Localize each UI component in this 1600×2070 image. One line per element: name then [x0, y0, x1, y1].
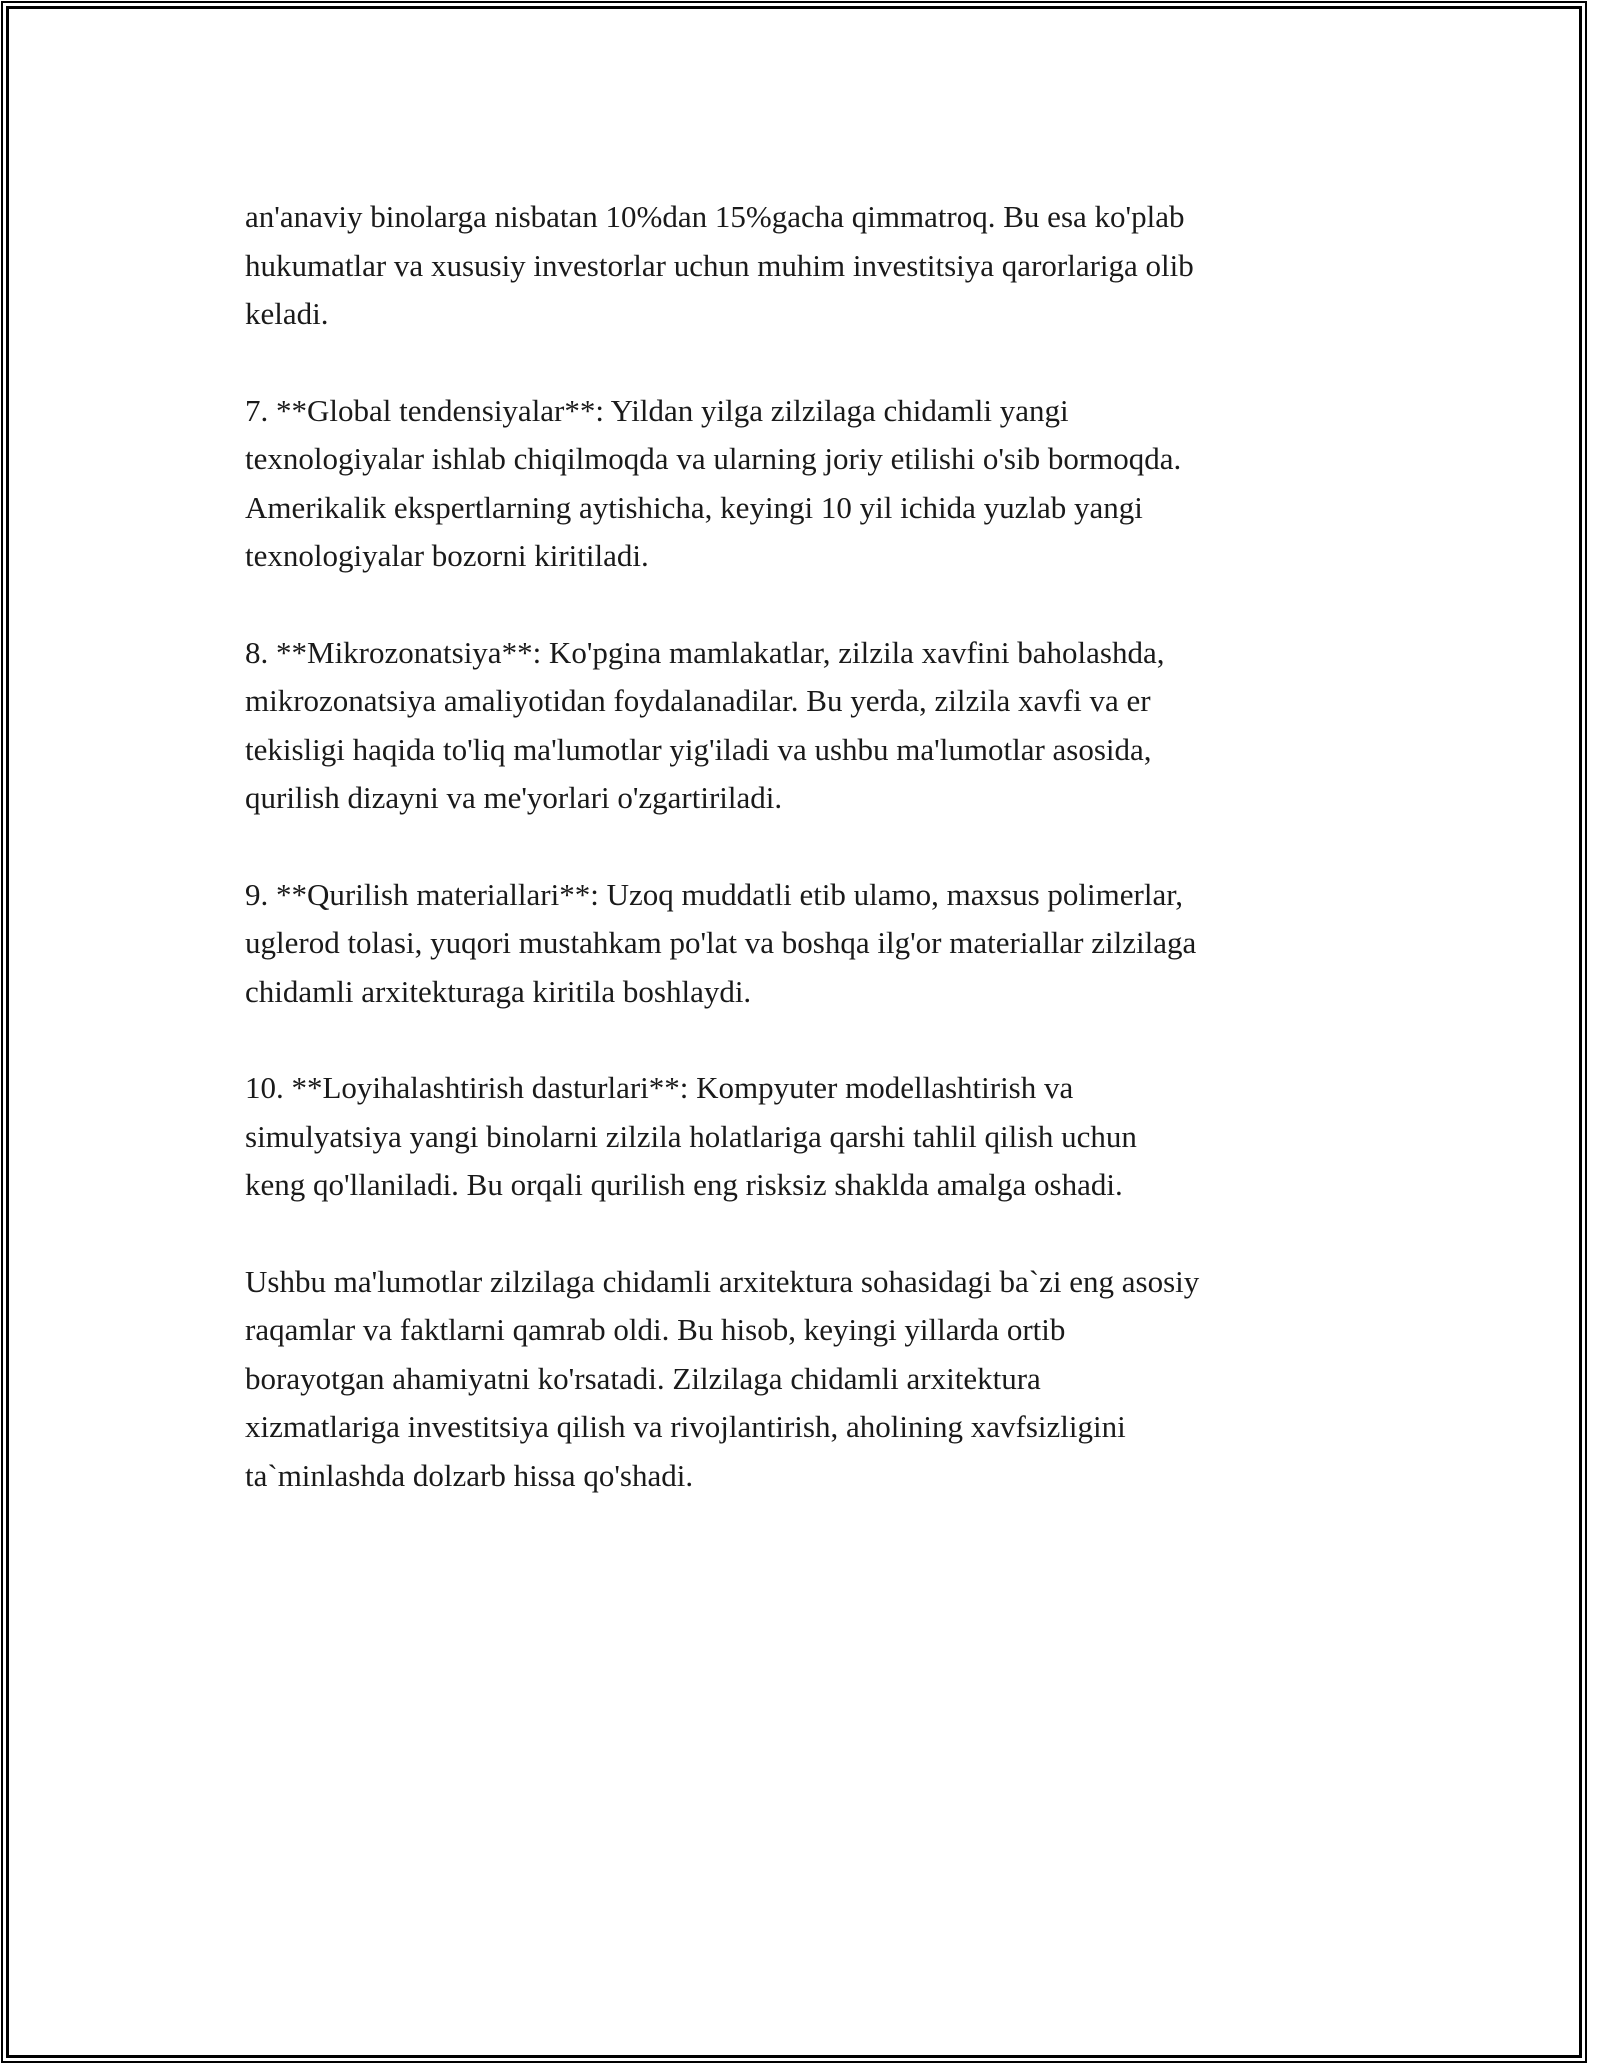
- paragraph-building-materials: 9. **Qurilish materiallari**: Uzoq muddatli etib ulamo, maxsus polimerlar, uglerod tolasi, yuqori mustahkam po'lat va boshqa ilg'or materiallar zilzilaga chidamli arxitekturaga kiritila boshlaydi.: [245, 876, 1197, 1009]
- paragraph-cost-continuation: an'anaviy binolarga nisbatan 10%dan 15%gacha qimmatroq. Bu esa ko'plab hukumatlar va xususiy investorlar uchun muhim investitsiya qarorlariga olib keladi.: [245, 199, 1194, 331]
- paragraph-design-software: 10. **Loyihalashtirish dasturlari**: Kompyuter modellashtirish va simulyatsiya yangi binolarni zilzila holatlariga qarshi tahlil qilish uchun keng qo'llaniladi. Bu orqali qurilish eng risksiz shaklda amalga oshadi.: [245, 1070, 1137, 1202]
- paragraph-conclusion: Ushbu ma'lumotlar zilzilaga chidamli arxitektura sohasidagi ba`zi eng asosiy raqamlar va faktlarni qamrab oldi. Bu hisob, keyingi yillarda ortib borayotgan ahamiyatni ko'rsatadi. Zilzilaga chidamli arxitektura xizmatlariga investitsiya qilish va rivojlantirish, aholining xavfsizligini ta`minlashda dolzarb hissa qo'shadi.: [245, 1263, 1200, 1493]
- paragraph-global-trends: 7. **Global tendensiyalar**: Yildan yilga zilzilaga chidamli yangi texnologiyalar ishlab chiqilmoqda va ularning joriy etilishi o'sib bormoqda. Amerikalik ekspertlarning aytishicha, keyingi 10 yil ichida yuzlab yangi texnologiyalar bozorni kiritiladi.: [245, 392, 1182, 573]
- page-frame: [6, 6, 1582, 2058]
- paragraph-microzonation: 8. **Mikrozonatsiya**: Ko'pgina mamlakatlar, zilzila xavfini baholashda, mikrozonatsiya amaliyotidan foydalanadilar. Bu yerda, zilzila xavfi va er tekisligi haqida to'liq ma'lumotlar yig'iladi va ushbu ma'lumotlar asosida, qurilish dizayni va me'yorlari o'zgartiriladi.: [245, 634, 1165, 815]
- document-body: [245, 193, 1405, 1548]
